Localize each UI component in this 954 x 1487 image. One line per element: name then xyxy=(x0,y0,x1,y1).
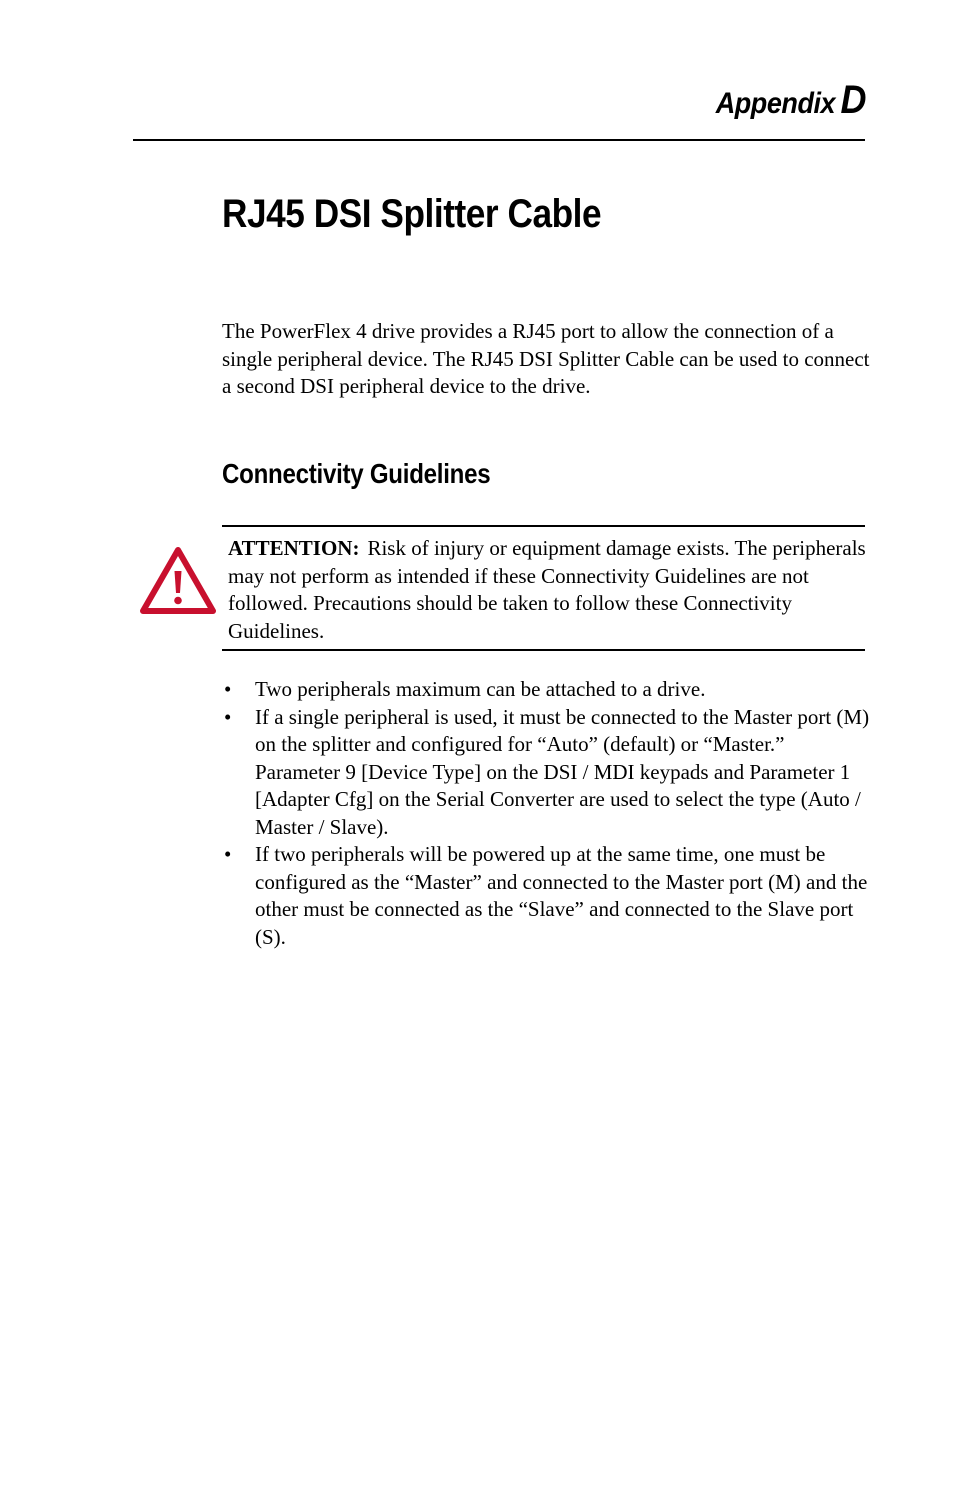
warning-triangle-icon xyxy=(140,547,216,615)
section-heading: Connectivity Guidelines xyxy=(222,458,491,489)
list-item-text: If a single peripheral is used, it must be connected to the Master port (M) on the splitter and configured for “Auto” (default) or “Master.” Parameter 9 [Device Type] on the DSI / MDI keypads and Parameter 1 [Adapter Cfg] on the Serial Converter are used to select the type (Auto / Master / Slave). xyxy=(255,704,870,839)
list-item-text: If two peripherals will be powered up at the same time, one must be configured as the “Master” and connected to the Master port (M) and the other must be connected as the “Slave” and connected to the Slave port (S). xyxy=(255,842,868,949)
appendix-label xyxy=(716,78,866,123)
bullet-icon: • xyxy=(224,704,232,729)
bullet-icon: • xyxy=(224,677,232,701)
attention-text: Risk of injury or equipment damage exists. The peripherals may not perform as intended if these Connectivity Guidelines are not followed. Precautions should be taken to follow these Connectivity Guidelines. xyxy=(228,536,866,643)
list-item-text: Two peripherals maximum can be attached to a drive. xyxy=(255,677,706,701)
attention-top-rule xyxy=(222,525,865,527)
list-item xyxy=(222,676,872,704)
guidelines-list xyxy=(222,676,872,951)
page-title: RJ45 DSI Splitter Cable xyxy=(222,192,602,236)
intro-paragraph: The PowerFlex 4 drive provides a RJ45 port to allow the connection of a single peripheral device. The RJ45 DSI Splitter Cable can be used to connect a second DSI peripheral device to the drive. xyxy=(222,319,870,398)
header-rule xyxy=(133,139,865,141)
list-item xyxy=(222,841,872,951)
list-item xyxy=(222,704,872,842)
appendix-letter: D xyxy=(840,78,866,122)
attention-label: ATTENTION: xyxy=(228,536,360,560)
attention-notice xyxy=(228,535,868,645)
bullet-icon: • xyxy=(224,842,232,866)
appendix-word: Appendix xyxy=(715,87,836,120)
attention-bottom-rule xyxy=(222,649,865,651)
